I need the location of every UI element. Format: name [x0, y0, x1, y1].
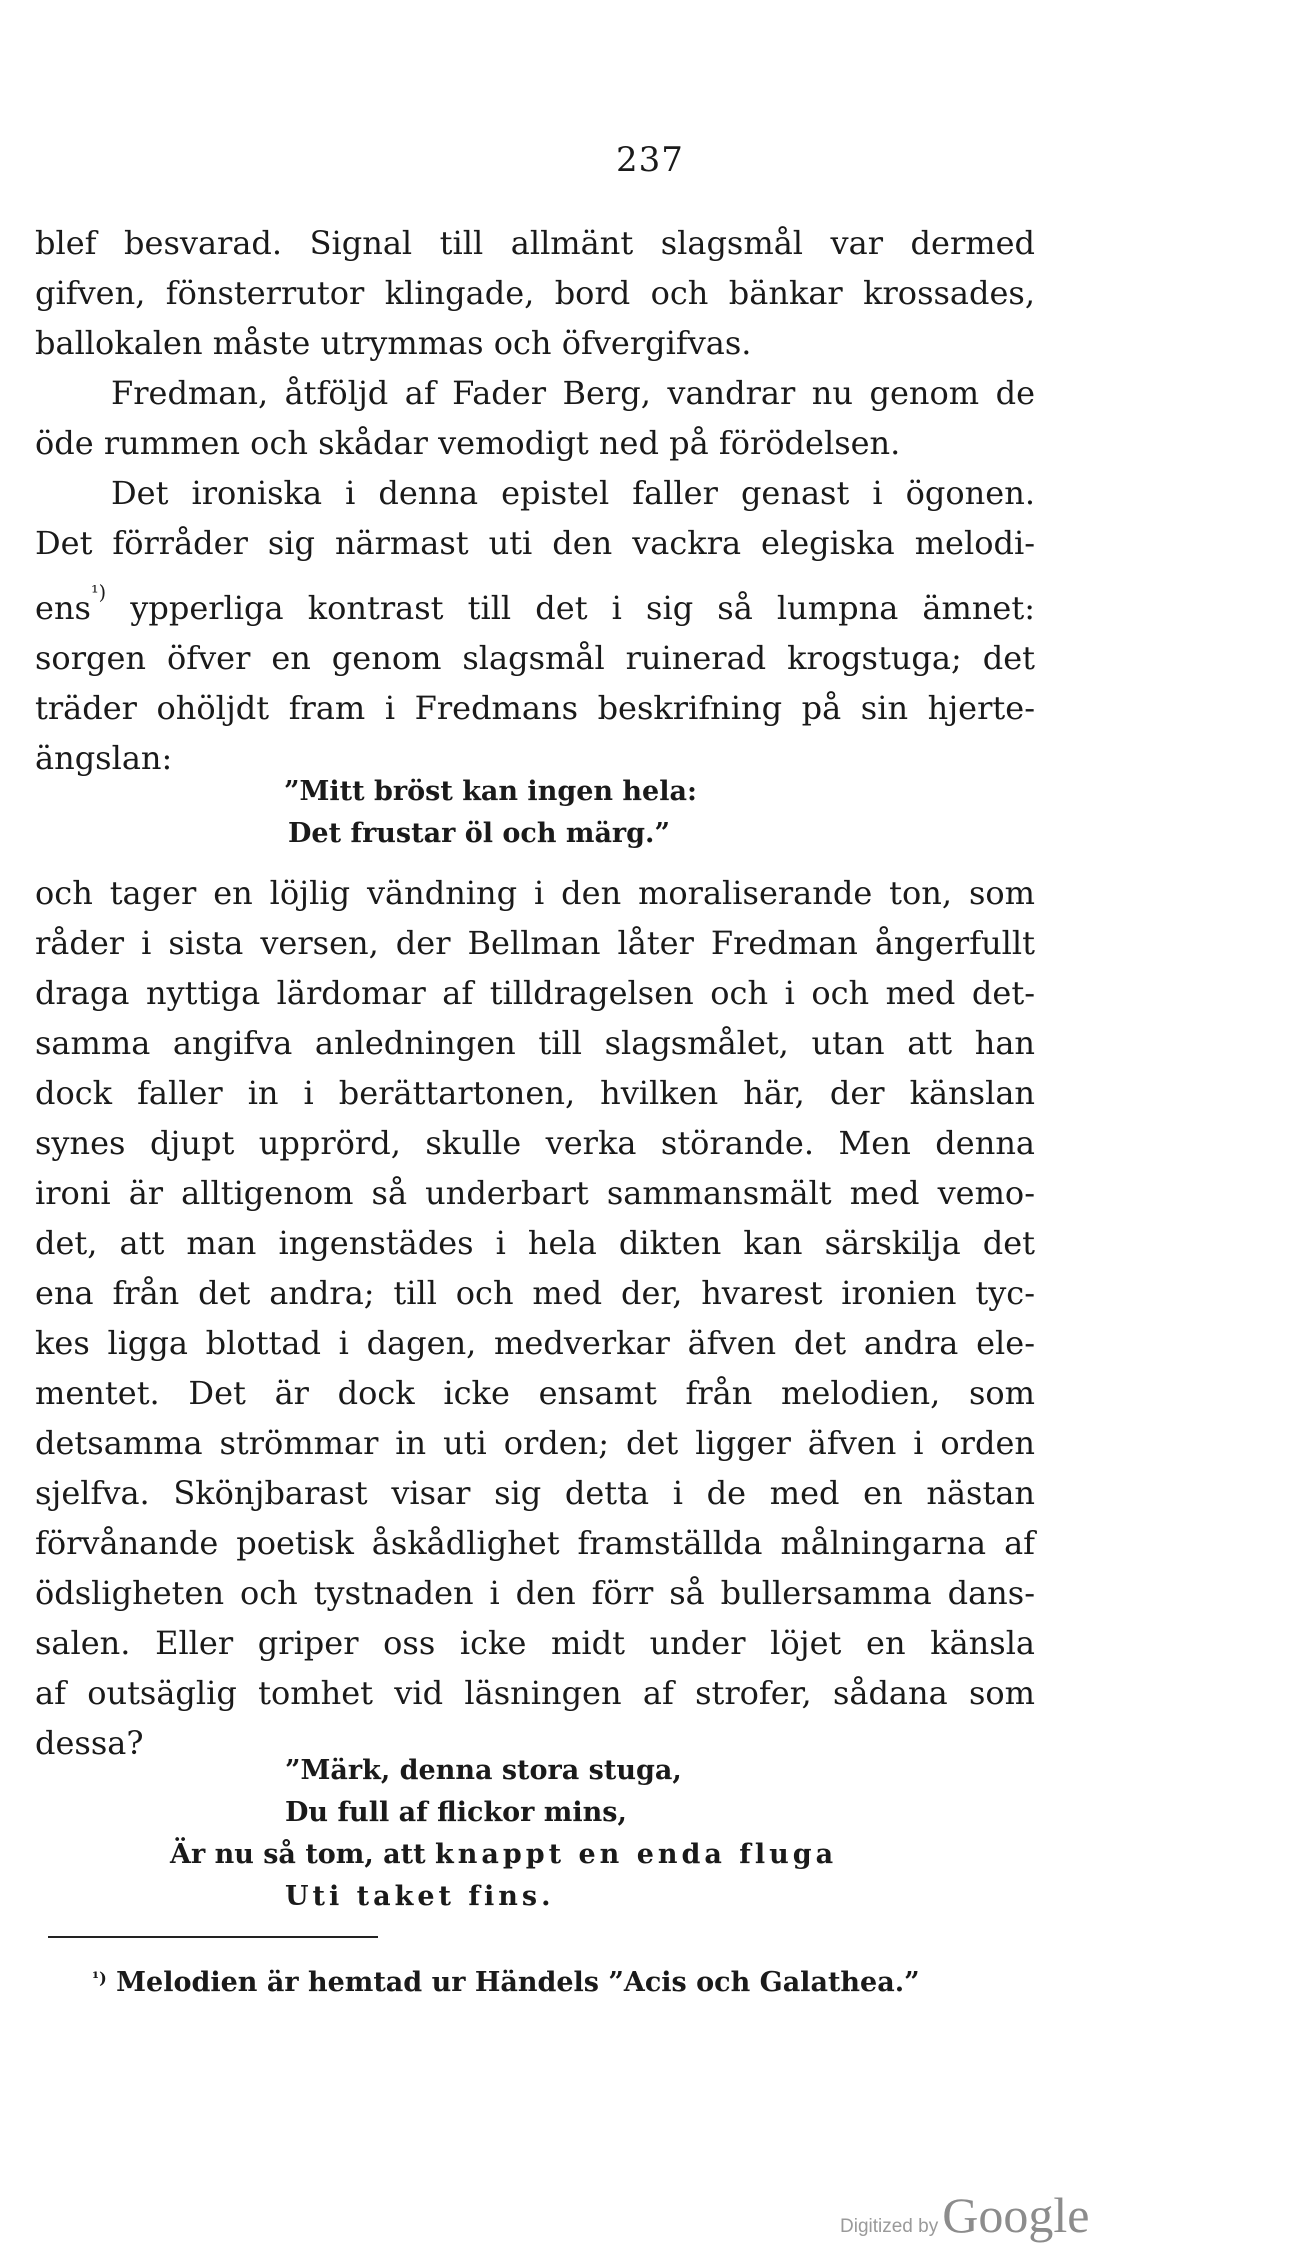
text-line: råder i sista versen, der Bellman låter Fredman ångerfullt [35, 924, 1035, 962]
text-line: ballokalen måste utrymmas och öfvergifvas. [35, 324, 752, 362]
paragraph-3 [35, 468, 1035, 783]
text-line: Det förråder sig närmast uti den vackra elegiska melodi- [35, 524, 1035, 562]
text-line: dock faller in i berättartonen, hvilken här, der känslan [35, 1074, 1035, 1112]
text-line: ena från det andra; till och med der, hvarest ironien tyc- [35, 1274, 1035, 1312]
watermark-digitized-text: Digitized by [840, 2216, 939, 2237]
text-line: ironi är alltigenom så underbart sammansmält med vemo- [35, 1174, 1035, 1212]
quote-line: Uti taket fins. [285, 1881, 555, 1912]
footnote-divider [48, 1936, 378, 1938]
quote-block-1 [284, 771, 697, 855]
text-fragment: ens [35, 589, 91, 627]
quote-line: Du full af flickor mins, [285, 1797, 627, 1828]
text-line: af outsäglig tomhet vid läsningen af strofer, sådana som [35, 1674, 1035, 1712]
text-line: detsamma strömmar in uti orden; det ligger äfven i orden [35, 1424, 1035, 1462]
text-fragment: ypperliga kontrast till det i sig så lumpna ämnet: [106, 589, 1035, 627]
digitized-by-watermark [840, 2186, 1089, 2244]
text-line: mentet. Det är dock icke ensamt från melodien, som [35, 1374, 1035, 1412]
text-line: sorgen öfver en genom slagsmål ruinerad krogstuga; det [35, 639, 1035, 677]
text-line: sjelfva. Skönjbarast visar sig detta i de med en nästan [35, 1474, 1035, 1512]
text-line: det, att man ingenstädes i hela dikten kan särskilja det [35, 1224, 1035, 1262]
footnote-marker: ¹) [92, 1968, 107, 1988]
footnote [92, 1967, 920, 1998]
text-line: och tager en löjlig vändning i den moraliserande ton, som [35, 874, 1035, 912]
text-line: öde rummen och skådar vemodigt ned på förödelsen. [35, 424, 901, 462]
quote-block-2 [170, 1750, 837, 1918]
paragraph-4 [35, 868, 1035, 1768]
footnote-text: Melodien är hemtad ur Händels ”Acis och Galathea.” [116, 1967, 920, 1998]
quote-fragment-spaced: knappt en enda fluga [435, 1839, 838, 1870]
quote-fragment: Är nu så tom, att [170, 1839, 426, 1870]
text-line: kes ligga blottad i dagen, medverkar äfven det andra ele- [35, 1324, 1035, 1362]
text-line: gifven, fönsterrutor klingade, bord och bänkar krossades, [35, 274, 1035, 312]
text-line: ängslan: [35, 739, 173, 777]
paragraph-1 [35, 218, 1035, 368]
page-number: 237 [616, 140, 684, 180]
text-line: ödsligheten och tystnaden i den förr så bullersamma dans- [35, 1574, 1035, 1612]
text-line: Fredman, åtföljd af Fader Berg, vandrar nu genom de [111, 374, 1035, 412]
text-line: draga nyttiga lärdomar af tilldragelsen och i och med det- [35, 974, 1035, 1012]
google-logo-text: Google [942, 2187, 1090, 2243]
quote-line: Det frustar öl och märg.” [288, 818, 670, 849]
text-line: dessa? [35, 1724, 144, 1762]
quote-line: ”Märk, denna stora stuga, [285, 1755, 682, 1786]
quote-line [170, 1834, 837, 1876]
footnote-reference: ¹) [90, 581, 107, 604]
text-line [35, 568, 1035, 633]
text-line: blef besvarad. Signal till allmänt slagsmål var dermed [35, 224, 1035, 262]
text-line: förvånande poetisk åskådlighet framställda målningarna af [35, 1524, 1035, 1562]
text-line: samma angifva anledningen till slagsmålet, utan att han [35, 1024, 1035, 1062]
text-line: synes djupt upprörd, skulle verka störande. Men denna [35, 1124, 1035, 1162]
text-line: salen. Eller griper oss icke midt under löjet en känsla [35, 1624, 1035, 1662]
text-line: Det ironiska i denna epistel faller genast i ögonen. [111, 474, 1035, 512]
quote-line: ”Mitt bröst kan ingen hela: [284, 776, 697, 807]
text-line: träder ohöljdt fram i Fredmans beskrifning på sin hjerte- [35, 689, 1035, 727]
paragraph-2 [35, 368, 1035, 468]
